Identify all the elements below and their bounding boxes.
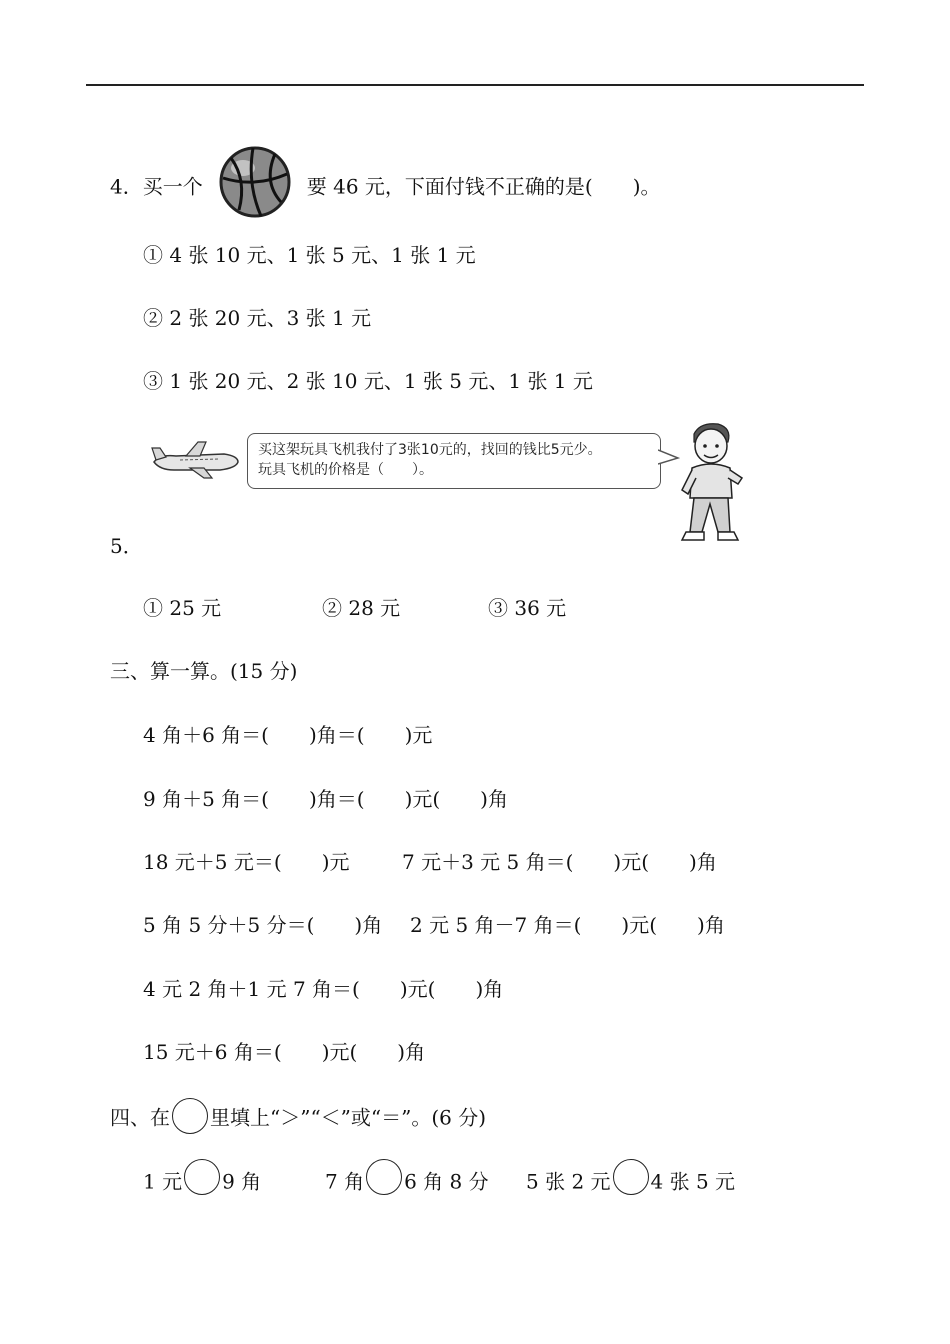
q5-option-3: ③ 36 元 bbox=[488, 596, 567, 620]
q5-option-2: ② 28 元 bbox=[322, 596, 401, 620]
bubble-line-1: 买这架玩具飞机我付了3张10元的，找回的钱比5元少。 bbox=[258, 442, 602, 458]
question-4-number: 4． bbox=[110, 174, 143, 199]
toy-plane-icon bbox=[150, 440, 242, 480]
compare-circle-sample bbox=[172, 1098, 208, 1134]
compare-circle-3[interactable] bbox=[613, 1159, 649, 1195]
question-5-number: 5． bbox=[110, 534, 143, 558]
q4-option-1: ① 4 张 10 元、1 张 5 元、1 张 1 元 bbox=[143, 243, 476, 267]
section-4-title-before: 四、在 bbox=[110, 1105, 170, 1130]
q4-option-3: ③ 1 张 20 元、2 张 10 元、1 张 5 元、1 张 1 元 bbox=[143, 369, 593, 393]
calc-line-1: 4 角＋6 角＝( )角＝( )元 bbox=[143, 723, 433, 747]
section-4-title bbox=[110, 1101, 486, 1137]
calc-line-4b: 2 元 5 角－7 角＝( )元( )角 bbox=[410, 913, 725, 937]
calc-line-3b: 7 元＋3 元 5 角＝( )元( )角 bbox=[402, 850, 717, 874]
compare-item-2-right: 6 角 8 分 bbox=[404, 1169, 489, 1194]
question-4-text-after: 要 46 元，下面付钱不正确的是( )。 bbox=[306, 174, 661, 199]
question-4-text-before: 买一个 bbox=[142, 174, 203, 199]
speech-bubble bbox=[247, 433, 661, 489]
section-4-title-after: 里填上“＞”“＜”或“＝”。(6 分) bbox=[210, 1105, 487, 1130]
compare-item-2-left: 7 角 bbox=[325, 1169, 365, 1194]
compare-item-1-right: 9 角 bbox=[222, 1169, 262, 1194]
compare-item-1 bbox=[143, 1165, 261, 1201]
q5-option-1: ① 25 元 bbox=[143, 596, 222, 620]
compare-item-2 bbox=[325, 1165, 489, 1201]
calc-line-3a: 18 元＋5 元＝( )元 bbox=[143, 850, 350, 874]
basketball-icon bbox=[217, 144, 293, 220]
compare-item-3 bbox=[526, 1165, 735, 1201]
compare-circle-1[interactable] bbox=[184, 1159, 220, 1195]
calc-line-2: 9 角＋5 角＝( )角＝( )元( )角 bbox=[143, 787, 508, 811]
bubble-line-2: 玩具飞机的价格是（ ）。 bbox=[258, 462, 433, 478]
compare-circle-2[interactable] bbox=[366, 1159, 402, 1195]
q4-option-2: ② 2 张 20 元、3 张 1 元 bbox=[143, 306, 372, 330]
calc-line-5: 4 元 2 角＋1 元 7 角＝( )元( )角 bbox=[143, 977, 504, 1001]
question-4 bbox=[110, 150, 661, 226]
section-3-title: 三、算一算。(15 分) bbox=[110, 659, 298, 683]
boy-illustration-icon bbox=[672, 420, 748, 548]
compare-item-3-left: 5 张 2 元 bbox=[526, 1169, 611, 1194]
header-rule bbox=[86, 84, 864, 86]
calc-line-6: 15 元＋6 角＝( )元( )角 bbox=[143, 1040, 426, 1064]
compare-item-1-left: 1 元 bbox=[143, 1169, 183, 1194]
compare-item-3-right: 4 张 5 元 bbox=[650, 1169, 736, 1194]
calc-line-4a: 5 角 5 分＋5 分＝( )角 bbox=[143, 913, 383, 937]
